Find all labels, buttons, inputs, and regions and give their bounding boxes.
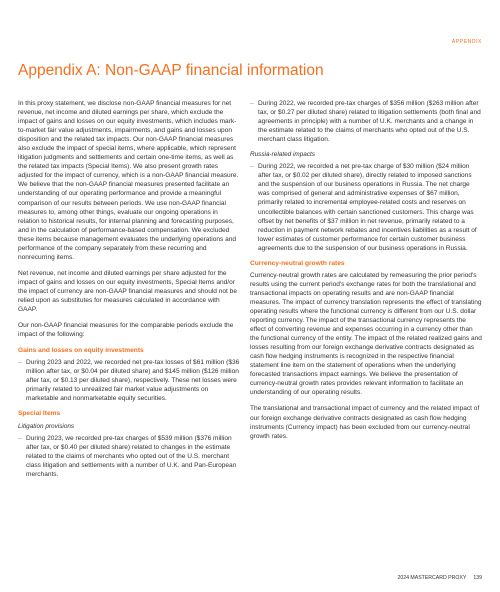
special-items-heading: Special Items [18,410,61,418]
litigation-subheading: Litigation provisions [18,422,75,430]
russia-list [250,162,482,252]
equity-investments-list [18,358,240,403]
litigation-list [18,434,240,479]
equity-investments-heading: Gains and losses on equity investments [18,347,144,355]
list-item: – During 2023 and 2022, we recorded net pre-tax losses of $61 million ($36 million after tax, or $0.04 per diluted share) and $145 million ($126 million after tax, or $0.13 per diluted share), respectively. These net losses were primarily related to unrealized fair market value adjustments on marketable and nonmarketable equity securities. [18,358,240,403]
intro-paragraph: In this proxy statement, we disclose non-GAAP financial measures for net revenue, net income and diluted earnings per share, which exclude the impact of gains and losses on our equity investments, which includes mark-to-market fair value adjustments, impairments, and gains and losses upon disposition and the related tax impacts. Our non-GAAP financial measures also exclude the impact of special items, where applicable, which represent litigation judgments and settlements and certain one-time items, as well as the related tax impacts (Special Items). We also present growth rates adjusted for the impact of currency, which is a non-GAAP financial measure. We believe that the non-GAAP financial measures presented facilitate an understanding of our operating performance and provide a meaningful comparison of our results between periods. We use non-GAAP financial measures to, among other things, evaluate our ongoing operations in relation to historical results, for internal planning and forecasting purposes, and in the calculation of performance-based compensation. We excluded these items because management evaluates the underlying operations and performance of the company separately from these recurring and nonrecurring items. [18,100,239,261]
left-column [18,99,240,485]
page-number: 139 [473,575,482,581]
intro-paragraph: Our non-GAAP financial measures for the comparable periods exclude the impact of the following: [18,322,234,339]
currency-paragraph: Currency-neutral growth rates are calculated by remeasuring the prior period's results using the current period's exchange rates for both the translational and transactional impacts on operating results and are non-GAAP financial measures. The impact of currency translation represents the effect of translating operating results where the functional currency is different from our U.S. dollar reporting currency. The impact of the transactional currency represents the effect of converting revenue and expenses occurring in a currency other than the functional currency of the entity. The impact of the related realized gains and losses resulting from our foreign exchange derivative contracts designated as cash flow hedging instruments is recognized in the respective financial statement line item on the statement of operations when the underlying forecasted transactions impact earnings. We believe the presentation of currency-neutral growth rates provides relevant information to facilitate an understanding of our operating results. [250,271,482,397]
currency-paragraph: The translational and transactional impact of currency and the related impact of our foreign exchange derivative contracts designated as cash flow hedging instruments (Currency impact) has been excluded from our currency-neutral growth rates. [250,405,480,440]
page-footer [397,575,482,581]
right-column [250,99,482,448]
section-label: APPENDIX [451,39,482,45]
litigation-list-continued [250,99,482,144]
page-title: Appendix A: Non-GAAP financial information [18,62,324,79]
list-item: – During 2022, we recorded pre-tax charges of $356 million ($263 million after tax, or $0.27 per diluted share) related to litigation settlements (both final and agreements in principle) with a number of U.K. merchants and a change in the estimate related to the claims of merchants who opted out of the U.S. merchant class litigation. [250,99,482,144]
list-item: – During 2023, we recorded pre-tax charges of $539 million ($376 million after tax, or $0.40 per diluted share) related to changes in the estimate related to the claims of merchants who opted out of the U.S. merchant class litigation and settlements with a number of U.K. and Pan-European merchants. [18,434,240,479]
footer-text: 2024 MASTERCARD PROXY [397,575,467,581]
list-item: – During 2022, we recorded a net pre-tax charge of $30 million ($24 million after tax, or $0.02 per diluted share), directly related to imposed sanctions and the suspension of our business operations in Russia. The net charge was comprised of general and administrative expenses of $67 million, primarily related to incremental employee-related costs and reserves on uncollectible balances with certain sanctioned customers. This charge was offset by net benefits of $37 million in net revenue, primarily related to a reduction in payment network rebates and incentives liabilities as a result of lower estimates of customer performance for certain customer business agreements due to the suspension of our business operations in Russia. [250,162,482,252]
russia-subheading: Russia-related impacts [250,151,315,159]
intro-paragraph: Net revenue, net income and diluted earnings per share adjusted for the impact of gains and losses on our equity investments, Special Items and/or the impact of currency are non-GAAP financial measures and should not be relied upon as substitutes for measures calculated in accordance with GAAP. [18,269,237,314]
currency-neutral-heading: Currency-neutral growth rates [250,259,345,267]
